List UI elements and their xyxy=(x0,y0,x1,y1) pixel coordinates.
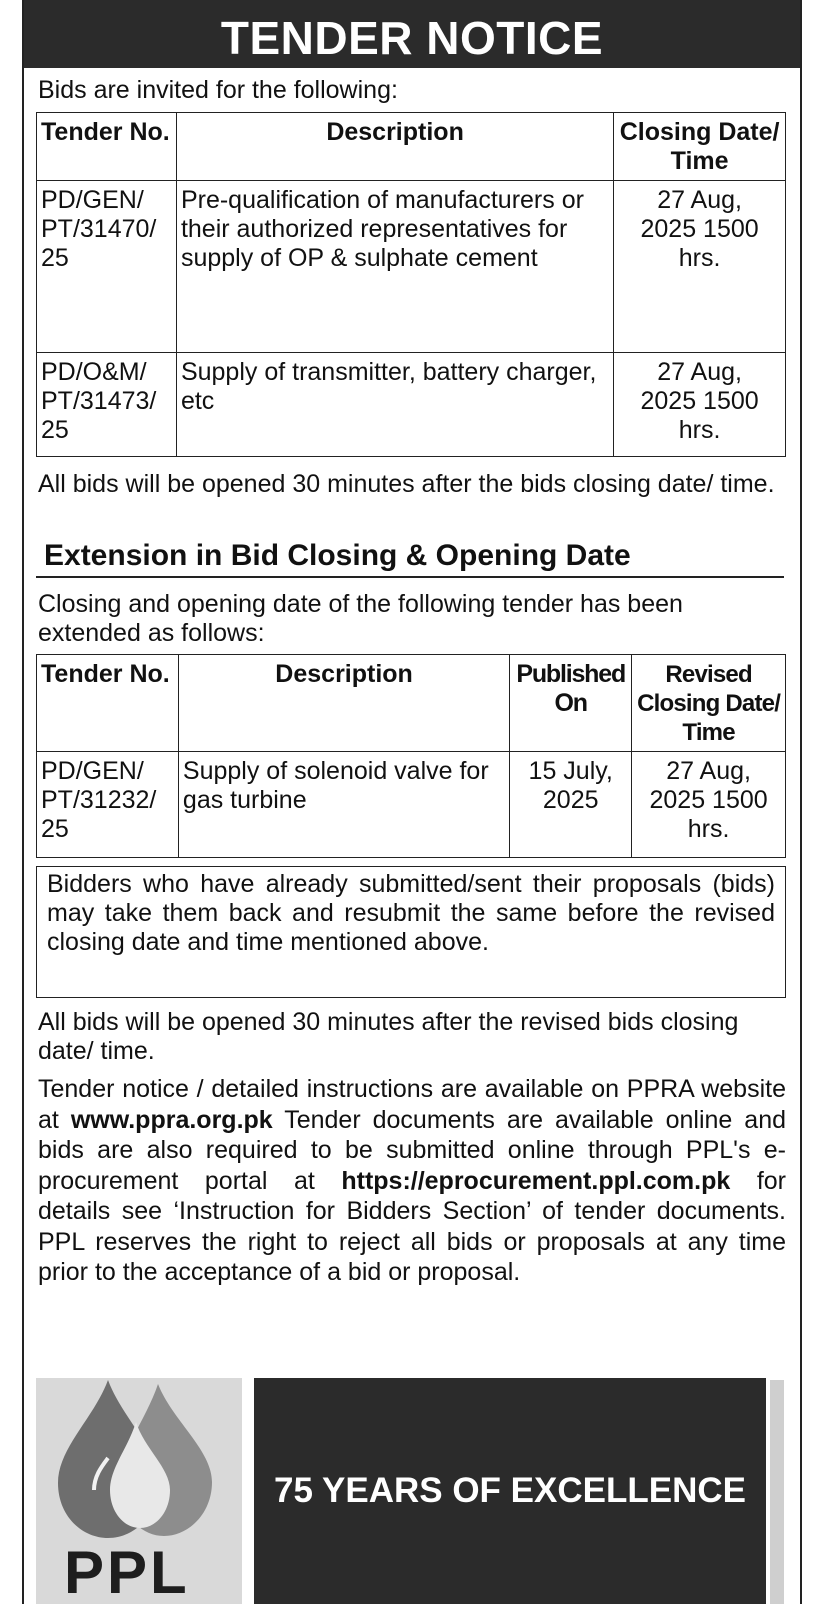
extension-title-underline xyxy=(36,576,784,578)
header-description: Description xyxy=(178,655,509,752)
extension-table xyxy=(36,654,786,858)
revised-closing-cell: 27 Aug, 2025 1500 hrs. xyxy=(632,752,786,858)
intro-text: Bids are invited for the following: xyxy=(38,76,398,104)
resubmission-notice-box: Bidders who have already submitted/sent their proposals (bids) may take them back and resubmit the same before the revised closing date and time mentioned above. xyxy=(36,866,786,998)
instructions-part-1: Tender notice / detailed instructions are available on PPRA website at xyxy=(38,1075,786,1134)
revised-opening-note: All bids will be opened 30 minutes after the revised bids closing date/ time. xyxy=(38,1008,739,1065)
table-row xyxy=(37,752,786,858)
instructions-paragraph xyxy=(38,1074,786,1288)
header-description: Description xyxy=(176,113,613,181)
published-cell: 15 July, 2025 xyxy=(510,752,632,858)
anniversary-banner: 75 YEARS OF EXCELLENCE xyxy=(254,1378,766,1604)
header-tender-no: Tender No. xyxy=(37,113,177,181)
tender-no-cell: PD/GEN/ PT/31232/ 25 xyxy=(37,752,179,858)
tender-no-cell: PD/O&M/ PT/31473/ 25 xyxy=(37,353,177,457)
tender-table xyxy=(36,112,786,457)
banner-edge-strip xyxy=(770,1380,784,1604)
table-header-row xyxy=(37,113,786,181)
oil-drop-icon xyxy=(36,1378,242,1548)
table-row xyxy=(37,353,786,457)
header-published: Published On xyxy=(510,655,632,752)
description-cell: Supply of solenoid valve for gas turbine xyxy=(178,752,509,858)
extension-intro: Closing and opening date of the following tender has been extended as follows: xyxy=(38,590,683,647)
page-title: TENDER NOTICE xyxy=(24,0,800,68)
instructions-part-2: Tender documents are available online and bids are also required to be submitted online through PPL's e-procurement portal at xyxy=(38,1105,787,1195)
header-closing: Closing Date/ Time xyxy=(614,113,786,181)
closing-cell: 27 Aug, 2025 1500 hrs. xyxy=(614,353,786,457)
closing-cell: 27 Aug, 2025 1500 hrs. xyxy=(614,181,786,353)
table-row xyxy=(37,181,786,353)
instructions-part-3: for details see ‘Instruction for Bidders Section’ of tender documents. PPL reserves the right to reject all bids or proposals at any time prior to the acceptance of a bid or proposal. xyxy=(38,1166,786,1286)
ppra-website-link[interactable]: www.ppra.org.pk xyxy=(70,1105,273,1134)
header-revised-closing: Revised Closing Date/ Time xyxy=(632,655,786,752)
ppl-logo xyxy=(36,1378,242,1604)
description-cell: Supply of transmitter, battery charger, etc xyxy=(176,353,613,457)
table-header-row xyxy=(37,655,786,752)
eprocurement-portal-link[interactable]: https://eprocurement.ppl.com.pk xyxy=(341,1166,731,1195)
bid-opening-note: All bids will be opened 30 minutes after the bids closing date/ time. xyxy=(38,470,775,498)
description-cell: Pre-qualification of manufacturers or their authorized representatives for supply of OP & sulphate cement xyxy=(176,181,613,353)
tender-no-cell: PD/GEN/ PT/31470/ 25 xyxy=(37,181,177,353)
ppl-logo-text: PPL xyxy=(64,1539,190,1604)
header-tender-no: Tender No. xyxy=(37,655,179,752)
extension-title: Extension in Bid Closing & Opening Date xyxy=(44,539,631,572)
